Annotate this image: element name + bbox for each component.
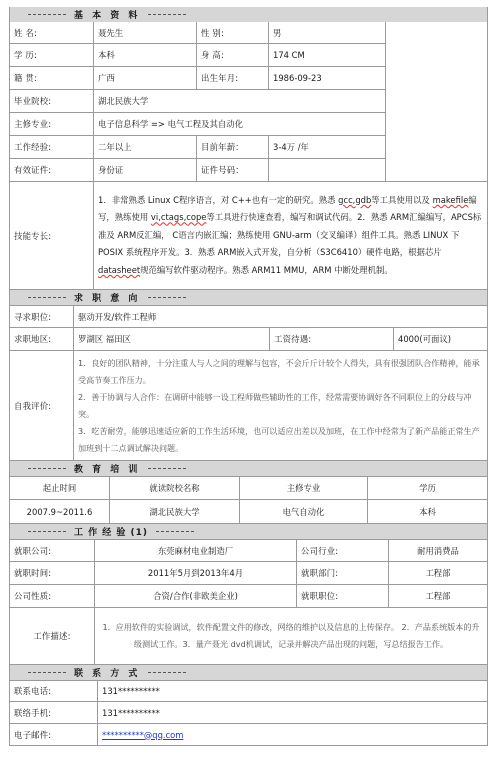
- dash-line: [28, 297, 66, 298]
- dash-line: [28, 468, 66, 469]
- section-work-header: [10, 524, 487, 539]
- skills-part: 编写，熟练使用: [98, 194, 477, 223]
- dash-line: [156, 531, 194, 532]
- pay-label: 工资待遇:: [270, 328, 394, 350]
- row-phone: [10, 680, 487, 702]
- dash-line: [28, 672, 66, 673]
- edu-col-header: 主修专业: [240, 477, 368, 499]
- basic-top-block: [10, 22, 487, 182]
- row-company: [10, 539, 487, 562]
- edu-col-header: 就读院校名称: [110, 477, 240, 499]
- section-title: 基 本 资 料: [74, 11, 141, 21]
- desc-value: [95, 608, 487, 664]
- nature-value: 合资/合作(非欧美企业): [95, 585, 297, 607]
- row-evaluation: [10, 351, 487, 461]
- height-label: 身 高:: [197, 44, 269, 66]
- section-title: 联 系 方 式: [74, 669, 141, 679]
- row-work-desc: [10, 608, 487, 665]
- salary-label: 目前年薪：: [197, 136, 269, 158]
- position-value: 工程部: [425, 591, 451, 601]
- section-contact-header: [10, 665, 487, 680]
- skills-text: [94, 190, 487, 282]
- row-id: [10, 159, 385, 182]
- basic-left-block: [10, 22, 386, 182]
- dash-line: [148, 468, 186, 469]
- origin-label: 籍 贯:: [10, 67, 94, 89]
- email-cell: [98, 724, 487, 745]
- company-value: 东莞麻材电业制造厂: [95, 540, 297, 561]
- eval-item: 1．良好的团队精神，十分注重人与人之间的理解与包容，不会斤斤计较个人得失，具有很强团队合作精神，能承受高节奏工作压力。: [78, 357, 480, 385]
- row-school: [10, 90, 385, 113]
- skills-part: 规范编写软件驱动程序。熟悉 ARM11 MMU，ARM 中断处理机制。: [140, 264, 393, 275]
- origin-value: 广西: [94, 67, 197, 89]
- row-major: [10, 113, 385, 136]
- post-label: 寻求职位:: [10, 306, 74, 327]
- eval-value: [74, 351, 487, 460]
- row-origin: [10, 67, 385, 90]
- phone-value: 131**********: [102, 686, 160, 696]
- section-title: 工 作 经 验 (1): [74, 528, 149, 538]
- skills-part: 等工具进行快速查看，编写和调试代码。2．熟悉 ARM汇编编写，APCS标准及 ARM反汇编， C语言内嵌汇编；熟练使用 GNU-arm（交叉编译）组件工具。熟悉 LINUX 下 POSIX 系统程序开发。3．熟悉 ARM嵌入式开发，自分析（S3C6410）硬件电路，根据芯片: [98, 212, 482, 258]
- name-value: 聂先生: [94, 22, 197, 43]
- edu-col-header: 起止时间: [10, 477, 110, 499]
- position-label: 就职职位:: [297, 585, 389, 607]
- eval-label: 自我评价:: [10, 351, 74, 460]
- row-nature: [10, 585, 487, 608]
- dash-line: [148, 14, 186, 15]
- major-value: 电子信息科学 => 电气工程及其自动化: [98, 119, 243, 129]
- section-education-header: [10, 461, 487, 476]
- dept-label: 就职部门:: [297, 562, 389, 584]
- idno-label: 证件号码：: [197, 159, 269, 181]
- gender-value: 男: [273, 27, 282, 38]
- area-value: 罗湖区 福田区: [74, 328, 270, 350]
- industry-label: 公司行业:: [297, 540, 389, 561]
- phone-label: 联系电话:: [10, 681, 98, 701]
- section-basic-header: [10, 7, 487, 22]
- post-value: 驱动开发/软件工程师: [78, 311, 157, 322]
- idtype-label: 有效证件:: [10, 159, 94, 181]
- idno-value: [269, 159, 385, 181]
- industry-value: 耐用消费品: [417, 545, 459, 556]
- gender-label: 性 别:: [197, 22, 269, 43]
- desc-text: 1．应用软件的实验调试，软件配置文件的修改，网络的维护以及信息的上传保存。 2．产品系统版本的升级测试工作。3．量产聂光 dvd机调试，记录并解决产品出现的问题，写总结报告工作。: [102, 622, 480, 649]
- eval-item: 3．吃苦耐劳，能够迅速适应新的工作生活环境，也可以适应出差以及加班，在工作中经常为了新产品能正常生产加班到十二点调试解决问题。: [78, 425, 480, 453]
- education-header-row: [10, 476, 487, 500]
- mobile-value: 131**********: [102, 707, 160, 718]
- birth-value: 1986-09-23: [273, 73, 322, 83]
- company-label: 就职公司:: [10, 540, 95, 561]
- education-row: [10, 500, 487, 524]
- skills-part: 1．非常熟悉 Linux C程序语言，对 C++也有一定的研究。熟悉: [98, 194, 339, 205]
- dash-line: [148, 297, 186, 298]
- birth-label: 出生年月:: [197, 67, 269, 89]
- desc-label: 工作描述:: [10, 608, 95, 664]
- pay-value: 4000(可面议): [398, 334, 451, 344]
- skills-part: vi,ctags,cope: [150, 212, 207, 223]
- row-email: [10, 724, 487, 746]
- skills-part: datasheet: [98, 264, 141, 275]
- name-label: 姓 名:: [10, 22, 94, 43]
- school-value: 湖北民族大学: [98, 96, 149, 106]
- time-label: 就职时间:: [10, 562, 95, 584]
- school-label: 毕业院校:: [10, 90, 94, 112]
- skills-part: 等工具使用以及: [371, 194, 433, 205]
- row-name: [10, 22, 385, 44]
- row-post: [10, 305, 487, 328]
- dash-line: [148, 672, 186, 673]
- section-title: 求 职 意 向: [74, 294, 141, 304]
- dash-line: [28, 14, 66, 15]
- nature-label: 公司性质:: [10, 585, 95, 607]
- dash-line: [28, 531, 66, 532]
- resume-table: [9, 7, 488, 746]
- section-title: 教 育 培 训: [74, 465, 141, 475]
- major-label: 主修专业:: [10, 113, 94, 135]
- exp-label: 工作经验:: [10, 136, 94, 158]
- area-label: 求职地区:: [10, 328, 74, 350]
- email-label: 电子邮件:: [10, 724, 98, 745]
- edu-label: 学 历:: [10, 44, 94, 66]
- skills-label: 技能专长:: [10, 182, 94, 289]
- section-intent-header: [10, 290, 487, 305]
- edu-major: 电气自动化: [240, 500, 368, 523]
- exp-value: 二年以上: [94, 136, 197, 158]
- dept-value: 工程部: [425, 568, 451, 578]
- photo-cell: [386, 22, 487, 182]
- row-area: [10, 328, 487, 351]
- row-skills: [10, 182, 487, 290]
- edu-col-header: 学历: [419, 483, 436, 493]
- edu-degree: 本科: [419, 506, 436, 517]
- eval-item: 2．善于协调与人合作：在调研中能够一设工程师做些辅助性的工作，经常需要协调好各不同职位上的分歧与冲突。: [78, 391, 472, 419]
- skills-value: [94, 182, 487, 289]
- mobile-label: 联络手机:: [10, 702, 98, 723]
- idtype-value: 身份证: [94, 159, 197, 181]
- salary-value: 3-4万 /年: [273, 142, 309, 152]
- edu-period: 2007.9~2011.6: [10, 500, 110, 523]
- row-mobile: [10, 702, 487, 724]
- height-value: 174 CM: [273, 50, 305, 60]
- row-education: [10, 44, 385, 67]
- edu-value: 本科: [94, 44, 197, 66]
- skills-part: gcc,gdb: [338, 194, 372, 205]
- row-work-time: [10, 562, 487, 585]
- edu-school: 湖北民族大学: [110, 500, 240, 523]
- skills-part: makefile: [432, 194, 469, 205]
- time-value: 2011年5月到2013年4月: [95, 562, 297, 584]
- email-link[interactable]: **********@qq.com: [102, 729, 184, 740]
- row-experience: [10, 136, 385, 159]
